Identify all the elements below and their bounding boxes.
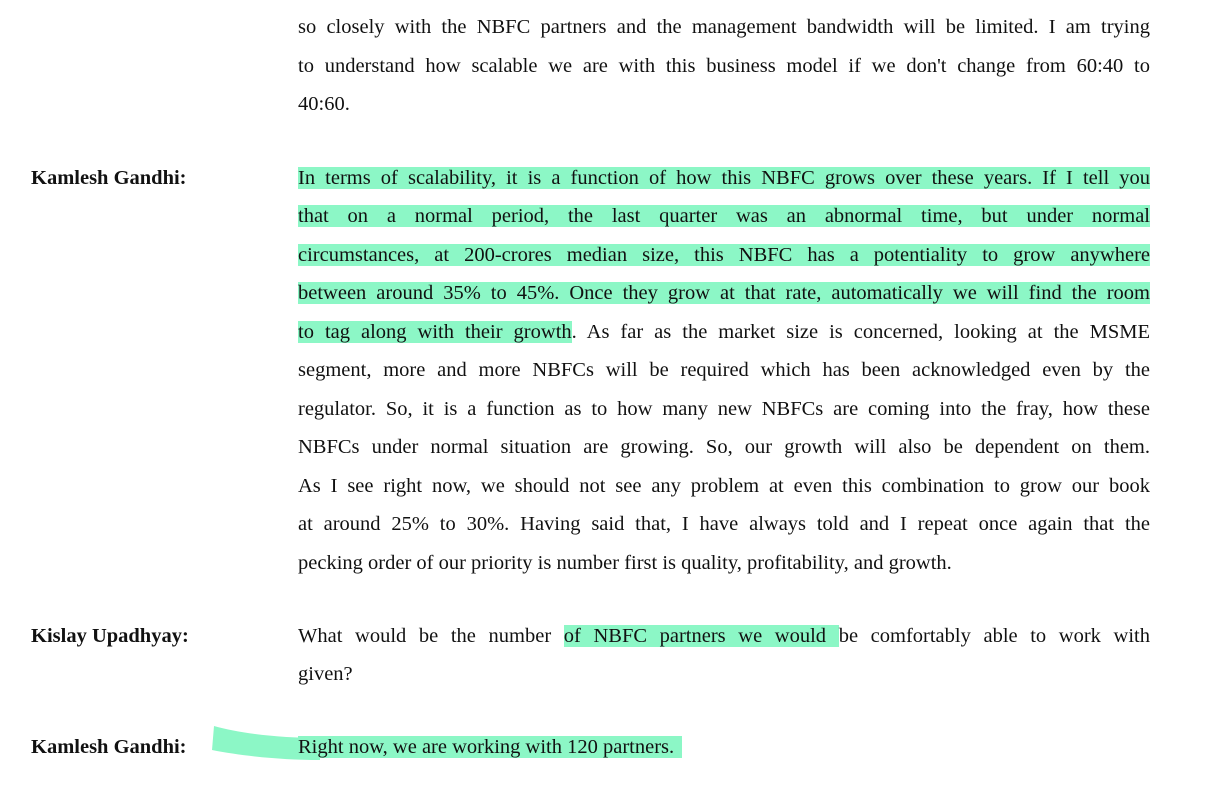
body-text: What would be the number <box>298 625 564 647</box>
body-line-highlighted <box>298 166 1150 190</box>
body-text: be comfortably able to work with <box>838 625 1150 647</box>
highlight: to tag along with their growth <box>298 321 572 343</box>
body-line: regulator. So, it is a function as to how many new NBFCs are coming into the fray, how these <box>298 398 1150 420</box>
body-line: NBFCs under normal situation are growing. So, our growth will also be dependent on them. <box>298 436 1150 458</box>
body-line-highlighted <box>298 243 1150 267</box>
body-line: so closely with the NBFC partners and the management bandwidth will be limited. I am trying <box>298 16 1150 38</box>
body-line: As I see right now, we should not see any problem at even this combination to grow our book <box>298 475 1150 497</box>
body-line <box>298 624 1150 648</box>
body-text: . As far as the market size is concerned, looking at the MSME <box>571 321 1150 343</box>
body-line: given? <box>298 663 353 685</box>
body-line: segment, more and more NBFCs will be required which has been acknowledged even by the <box>298 359 1150 381</box>
highlight: of NBFC partners we would <box>563 625 839 647</box>
speaker-label: Kamlesh Gandhi: <box>31 167 187 189</box>
body-line <box>298 320 1150 344</box>
speaker-label: Kamlesh Gandhi: <box>31 736 187 758</box>
highlight: In terms of scalability, it is a function of how this NBFC grows over these years. If I tell you <box>298 167 1150 189</box>
highlight: that on a normal period, the last quarter was an abnormal time, but under normal <box>298 205 1150 227</box>
body-line: to understand how scalable we are with this business model if we don't change from 60:40 to <box>298 55 1150 77</box>
body-line-highlighted <box>298 735 1150 759</box>
highlight: circumstances, at 200-crores median size, this NBFC has a potentiality to grow anywhere <box>298 244 1150 266</box>
highlight: between around 35% to 45%. Once they grow at that rate, automatically we will find the room <box>298 282 1150 304</box>
speaker-label: Kislay Upadhyay: <box>31 625 189 647</box>
highlight: Right now, we are working with 120 partners. <box>298 736 682 758</box>
body-line: pecking order of our priority is number first is quality, profitability, and growth. <box>298 552 952 574</box>
body-line: 40:60. <box>298 93 350 115</box>
body-line-highlighted <box>298 281 1150 305</box>
body-line-highlighted <box>298 204 1150 228</box>
body-line: at around 25% to 30%. Having said that, I have always told and I repeat once again that the <box>298 513 1150 535</box>
